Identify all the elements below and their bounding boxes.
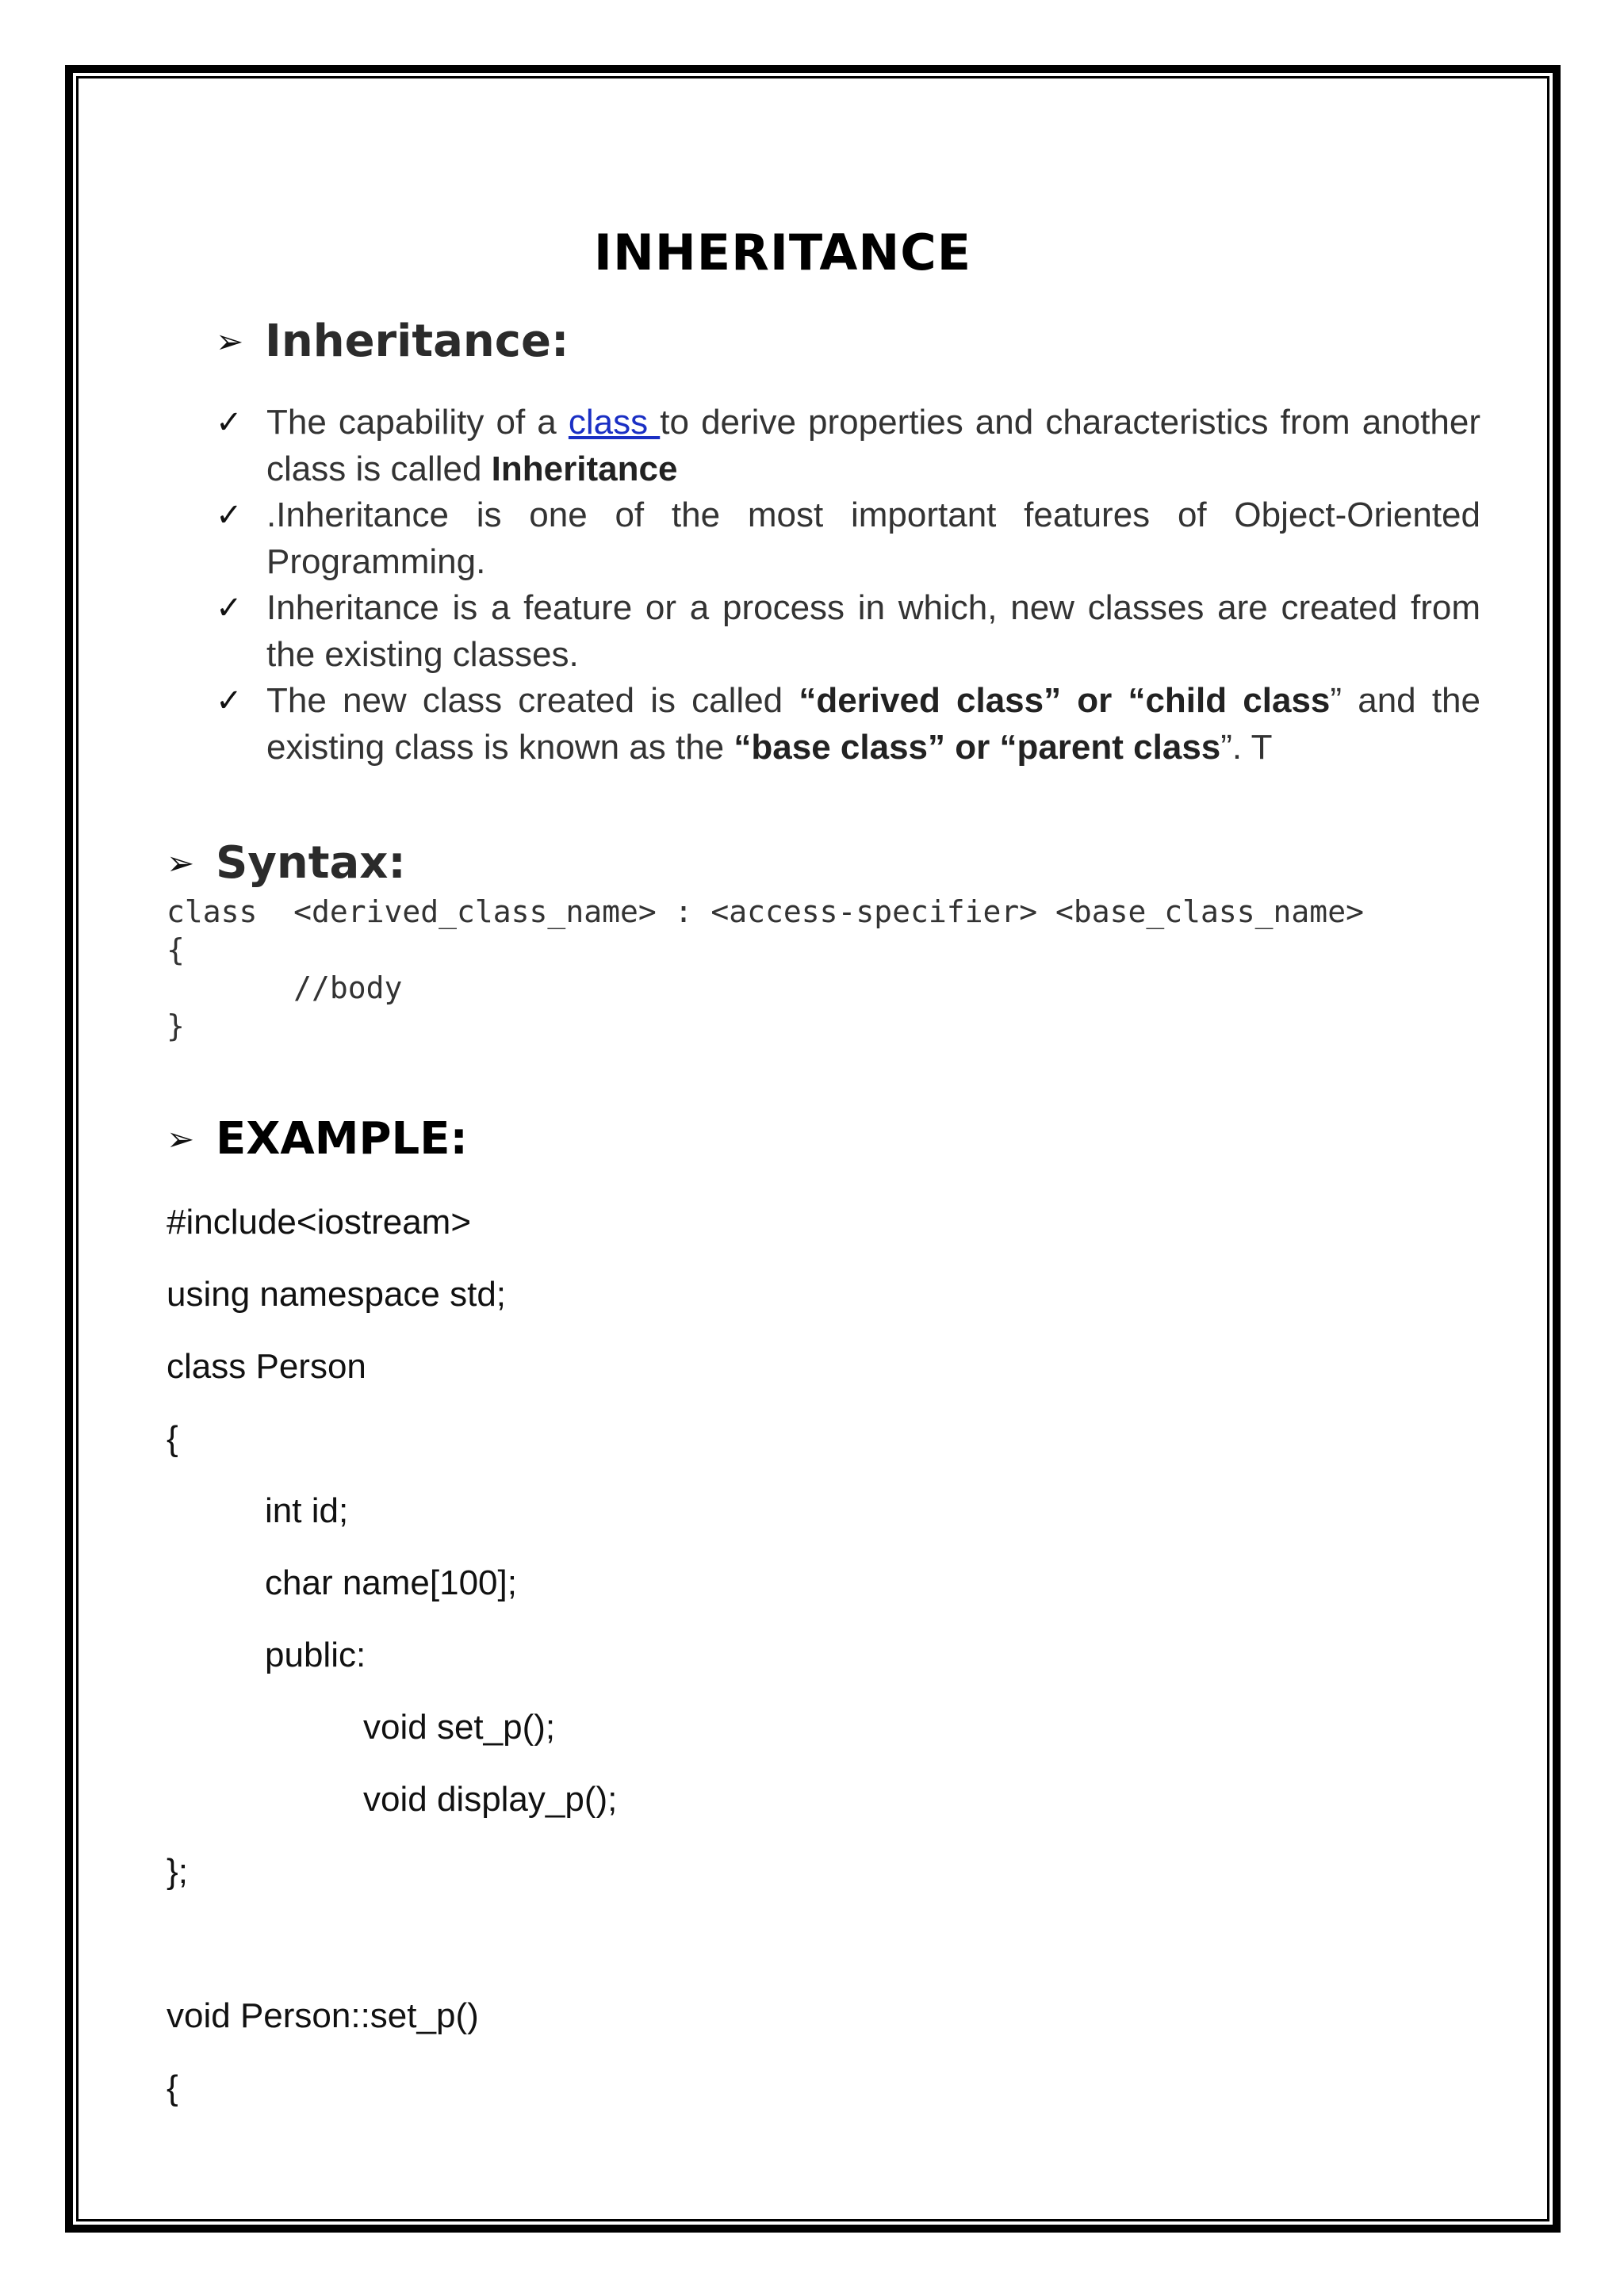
- list-item: ✓ The new class created is called “derived class” or “child class” and the existing class is known as the “base class” or “parent class”. T: [216, 678, 1480, 771]
- arrowhead-bullet-icon: ➢: [167, 844, 195, 882]
- code-line: void display_p();: [363, 1780, 618, 1819]
- section-heading-syntax: Syntax:: [216, 837, 406, 889]
- checkmark-icon: ✓: [216, 590, 243, 626]
- class-link[interactable]: class: [568, 403, 661, 442]
- code-line: char name[100];: [265, 1563, 517, 1602]
- code-line: using namespace std;: [167, 1275, 507, 1314]
- syntax-code-block: class <derived_class_name> : <access-specifier> <base_class_name> { //body }: [167, 894, 1364, 1043]
- list-item: ✓ Inheritance is a feature or a process in which, new classes are created from the existing classes.: [216, 585, 1480, 678]
- code-line: {: [167, 1419, 178, 1458]
- checkmark-icon: ✓: [216, 404, 243, 441]
- page-title: INHERITANCE: [593, 224, 972, 281]
- arrowhead-bullet-icon: ➢: [216, 322, 244, 361]
- bullet-list: [216, 400, 1480, 771]
- section-heading-inheritance: Inheritance:: [265, 316, 569, 367]
- code-line: void set_p();: [363, 1708, 556, 1747]
- code-line: #include<iostream>: [167, 1203, 472, 1242]
- section-heading-example: EXAMPLE:: [216, 1113, 468, 1165]
- list-item: ✓ The capability of a class to derive properties and characteristics from another class is called Inheritance: [216, 400, 1480, 492]
- arrowhead-bullet-icon: ➢: [167, 1119, 195, 1158]
- checkmark-icon: ✓: [216, 497, 243, 534]
- code-line: int id;: [265, 1491, 349, 1530]
- code-line: void Person::set_p(): [167, 1996, 479, 2035]
- code-line: };: [167, 1852, 188, 1891]
- list-item: ✓ .Inheritance is one of the most important features of Object-Oriented Programming.: [216, 492, 1480, 585]
- code-line: class Person: [167, 1347, 366, 1386]
- checkmark-icon: ✓: [216, 683, 243, 719]
- code-line: public:: [265, 1636, 366, 1674]
- code-line: {: [167, 2068, 178, 2107]
